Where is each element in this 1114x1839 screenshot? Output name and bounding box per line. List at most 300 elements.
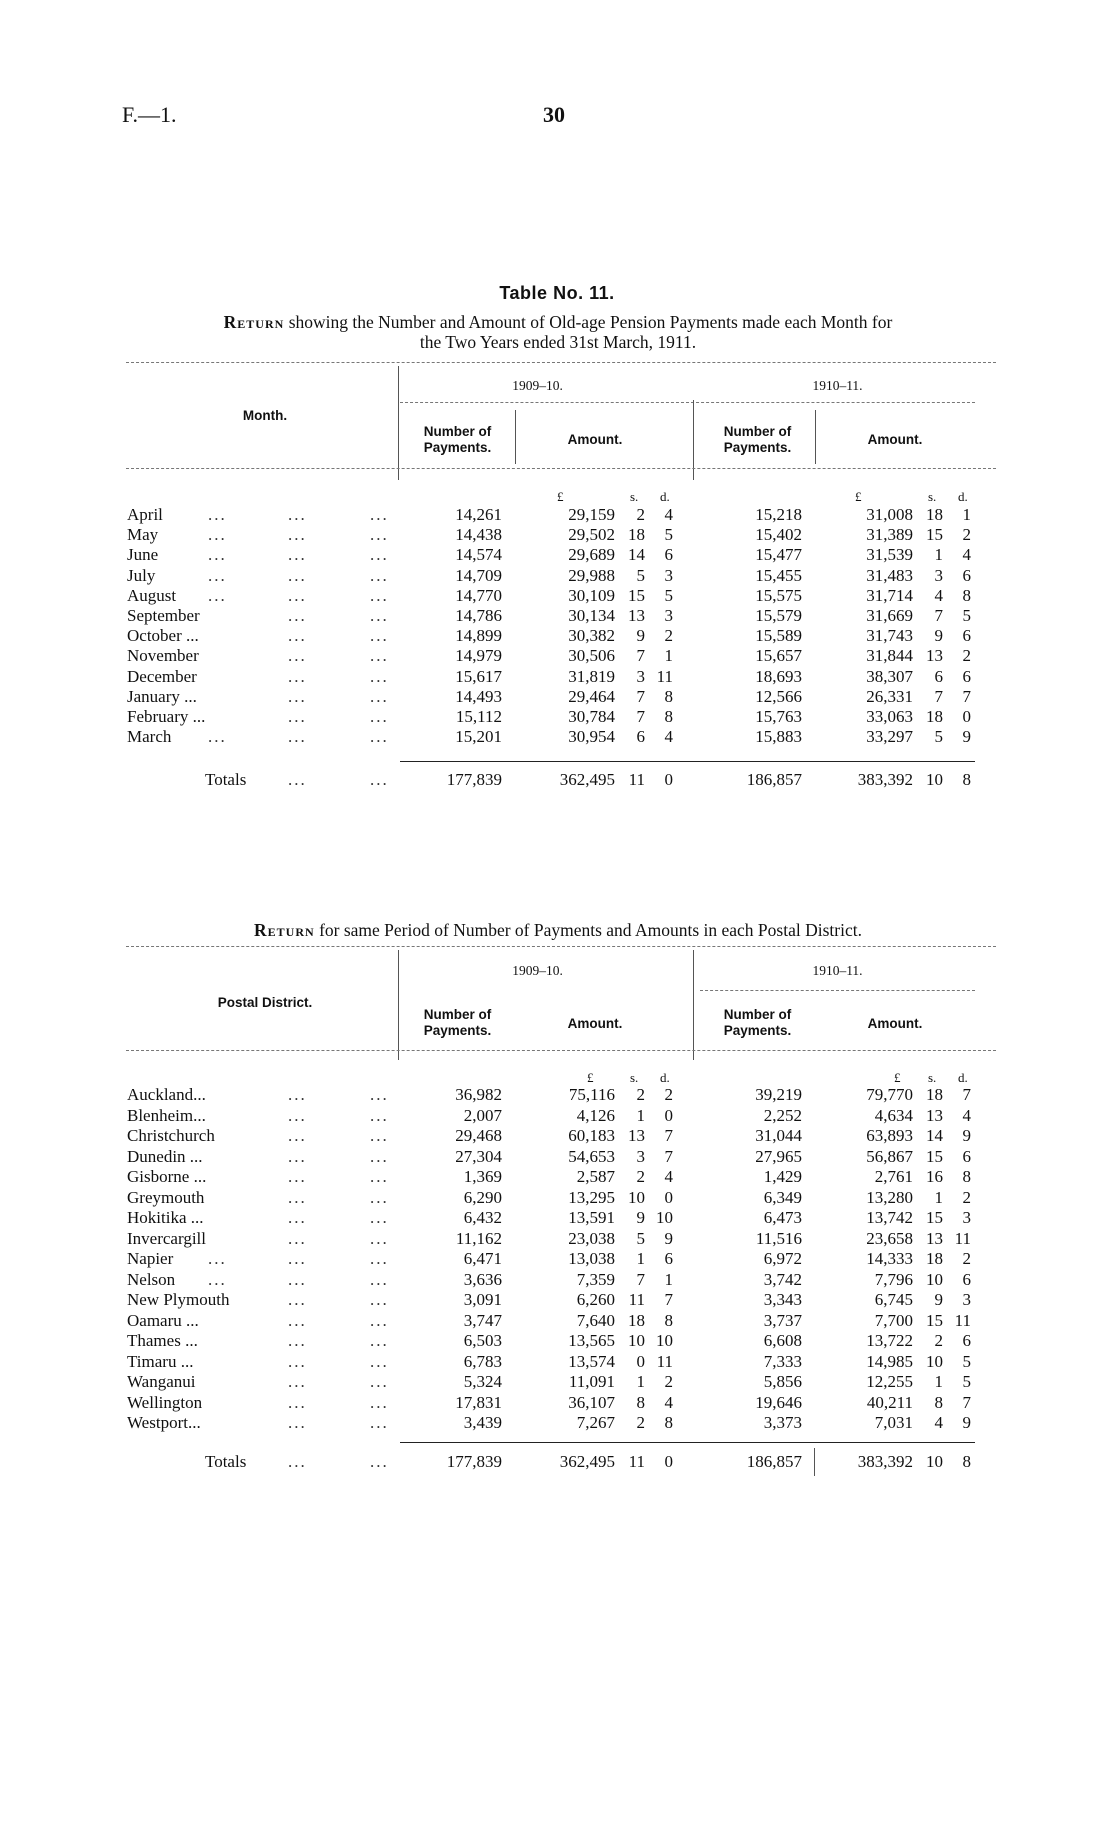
cell-n2: 2,252	[763, 1105, 802, 1125]
cell-p2: 7	[962, 1392, 971, 1412]
cell-s1: 2	[636, 505, 645, 524]
total-s2: 10	[926, 1452, 943, 1471]
cell-n1: 1,369	[463, 1167, 502, 1186]
cell-p1: 7	[664, 1290, 673, 1309]
cell-l2: 4,634	[874, 1105, 913, 1125]
cell-label: Napier	[127, 1249, 174, 1268]
cell-d2: ...	[288, 1372, 307, 1391]
cell-p2: 6	[962, 1269, 971, 1289]
unit-pound: £	[855, 489, 862, 504]
unit-shilling: s.	[928, 489, 937, 504]
cell-s2: 18	[926, 1249, 943, 1268]
cell-s1: 14	[628, 545, 645, 565]
cell-d3: ...	[370, 686, 389, 706]
cell-d3: ...	[370, 606, 389, 625]
cell-label: January ...	[127, 686, 197, 706]
cell-d2: ...	[288, 1105, 307, 1125]
cell-l1: 30,954	[568, 727, 615, 747]
cell-l1: 7,359	[576, 1269, 615, 1289]
cell-d3: ...	[370, 1167, 389, 1186]
cell-n2: 5,856	[763, 1372, 802, 1391]
cell-l1: 54,653	[568, 1146, 615, 1166]
total-label: Totals	[205, 1452, 247, 1471]
cell-l1: 30,109	[568, 585, 615, 605]
cell-n2: 15,402	[755, 525, 802, 545]
cell-s2: 4	[934, 585, 943, 605]
cell-n2: 15,575	[755, 585, 802, 605]
cell-n1: 6,290	[463, 1187, 502, 1207]
cell-l2: 7,700	[874, 1310, 913, 1330]
cell-n2: 6,608	[763, 1331, 802, 1350]
table-row	[0, 646, 1114, 666]
cell-s2: 15	[926, 1310, 943, 1330]
cell-p1: 7	[664, 1126, 673, 1145]
cell-d3: ...	[370, 1372, 389, 1391]
cell-l2: 31,743	[866, 626, 913, 646]
cell-p2: 7	[962, 1085, 971, 1104]
table-row	[0, 667, 1114, 687]
cell-s1: 7	[636, 707, 645, 726]
cell-n1: 14,438	[455, 525, 502, 545]
table-row	[0, 1372, 1114, 1392]
cell-p2: 2	[962, 1187, 971, 1207]
cell-s2: 13	[926, 1105, 943, 1125]
cell-l1: 36,107	[568, 1392, 615, 1412]
cell-l1: 7,640	[576, 1310, 615, 1330]
cell-p1: 9	[664, 1228, 673, 1248]
cell-d2: ...	[288, 606, 307, 625]
cell-s2: 3	[934, 565, 943, 585]
cell-s2: 13	[926, 646, 943, 666]
cell-p1: 8	[664, 707, 673, 726]
cell-s2: 5	[934, 727, 943, 747]
cell-l1: 30,134	[568, 606, 615, 625]
table-row	[0, 727, 1114, 747]
total-l1: 362,495	[559, 1452, 615, 1471]
cell-n1: 15,201	[455, 727, 502, 747]
table-row	[0, 626, 1114, 646]
cell-d2: ...	[288, 727, 307, 747]
cell-n1: 15,617	[455, 666, 502, 686]
cell-p1: 0	[664, 1105, 673, 1125]
cell-p1: 7	[664, 1146, 673, 1166]
cell-n1: 14,786	[455, 606, 502, 625]
cell-n1: 3,091	[463, 1290, 502, 1309]
cell-d1: ...	[208, 1249, 227, 1268]
cell-n1: 14,261	[455, 505, 502, 524]
cell-d2: ...	[288, 1167, 307, 1186]
cell-s1: 10	[628, 1331, 645, 1350]
cell-s2: 9	[934, 1290, 943, 1309]
cell-p2: 3	[962, 1290, 971, 1309]
cell-l2: 33,063	[866, 707, 913, 726]
cell-p1: 1	[664, 1269, 673, 1289]
totals-row	[0, 770, 1114, 790]
cell-l1: 23,038	[568, 1228, 615, 1248]
total-n1: 177,839	[446, 770, 502, 789]
cell-p2: 6	[962, 666, 971, 686]
cell-s2: 14	[926, 1126, 943, 1145]
cell-s1: 7	[636, 686, 645, 706]
cell-n2: 15,477	[755, 545, 802, 565]
cell-d3: ...	[370, 1085, 389, 1104]
cell-s2: 18	[926, 505, 943, 524]
table-row	[0, 1311, 1114, 1331]
cell-l1: 30,506	[568, 646, 615, 666]
table2-year-1909: 1909–10.	[512, 963, 563, 978]
cell-n2: 15,455	[755, 565, 802, 585]
table-row	[0, 1188, 1114, 1208]
cell-p2: 9	[962, 727, 971, 747]
cell-d2: ...	[288, 585, 307, 605]
cell-s2: 8	[934, 1392, 943, 1412]
cell-n1: 11,162	[455, 1228, 502, 1248]
total-p2: 8	[962, 1452, 971, 1471]
cell-n1: 6,783	[463, 1351, 502, 1371]
table-row	[0, 505, 1114, 525]
cell-p1: 11	[656, 666, 673, 686]
cell-s2: 15	[926, 1146, 943, 1166]
cell-d3: ...	[370, 525, 389, 545]
total-p1: 0	[664, 770, 673, 789]
cell-p2: 6	[962, 626, 971, 646]
cell-s1: 13	[628, 1126, 645, 1145]
table-row	[0, 525, 1114, 545]
cell-l2: 31,008	[866, 505, 913, 524]
cell-p2: 8	[962, 585, 971, 605]
cell-p1: 10	[656, 1331, 673, 1350]
cell-l1: 13,574	[568, 1351, 615, 1371]
cell-s2: 7	[934, 606, 943, 625]
cell-p2: 7	[962, 686, 971, 706]
cell-n2: 15,763	[755, 707, 802, 726]
unit-shilling: s.	[630, 1070, 639, 1085]
cell-l2: 2,761	[874, 1167, 913, 1186]
cell-n2: 1,429	[763, 1167, 802, 1186]
cell-d3: ...	[370, 1290, 389, 1309]
cell-n1: 3,439	[463, 1413, 502, 1432]
cell-p1: 4	[664, 1167, 673, 1186]
cell-n2: 18,693	[755, 666, 802, 686]
cell-s2: 15	[926, 1208, 943, 1227]
cell-p2: 2	[962, 525, 971, 545]
cell-d3: ...	[370, 585, 389, 605]
cell-p1: 6	[664, 1249, 673, 1268]
cell-s1: 0	[636, 1351, 645, 1371]
total-s1: 11	[628, 1452, 645, 1471]
cell-label: September	[127, 606, 200, 625]
cell-n2: 3,742	[763, 1269, 802, 1289]
cell-d3: ...	[370, 1351, 389, 1371]
cell-l2: 6,745	[874, 1290, 913, 1309]
cell-d1: ...	[208, 1269, 227, 1289]
unit-pound: £	[587, 1070, 594, 1085]
cell-s2: 1	[934, 1372, 943, 1391]
table-row	[0, 1352, 1114, 1372]
cell-s1: 1	[636, 1249, 645, 1268]
cell-n1: 27,304	[455, 1146, 502, 1166]
cell-s2: 2	[934, 1331, 943, 1350]
cell-l2: 7,796	[874, 1269, 913, 1289]
cell-l2: 23,658	[866, 1228, 913, 1248]
cell-n2: 3,737	[763, 1310, 802, 1330]
cell-label: Blenheim...	[127, 1105, 206, 1125]
cell-l1: 75,116	[568, 1085, 615, 1104]
cell-d2: ...	[288, 707, 307, 726]
cell-s2: 10	[926, 1351, 943, 1371]
cell-s1: 2	[636, 1085, 645, 1104]
cell-s2: 18	[926, 707, 943, 726]
cell-p2: 11	[954, 1310, 971, 1330]
total-n1: 177,839	[446, 1452, 502, 1471]
cell-n2: 15,579	[755, 606, 802, 625]
cell-d3: ...	[370, 1208, 389, 1227]
total-p1: 0	[664, 1452, 673, 1471]
cell-n2: 12,566	[755, 686, 802, 706]
cell-s2: 15	[926, 525, 943, 545]
cell-l2: 12,255	[866, 1372, 913, 1391]
table2-num-header-2: Number of Payments.	[723, 1007, 792, 1038]
cell-d2: ...	[288, 525, 307, 545]
table-row	[0, 566, 1114, 586]
table-row	[0, 545, 1114, 565]
unit-pence: d.	[660, 1070, 670, 1085]
total-l1: 362,495	[559, 770, 615, 789]
cell-label: Timaru ...	[127, 1351, 194, 1371]
cell-p1: 6	[664, 545, 673, 565]
table-row	[0, 1413, 1114, 1433]
cell-label: February ...	[127, 707, 206, 726]
cell-n2: 3,343	[763, 1290, 802, 1309]
cell-label: June	[127, 545, 159, 565]
cell-l2: 13,722	[866, 1331, 913, 1350]
cell-p2: 6	[962, 565, 971, 585]
unit-pence: d.	[958, 489, 968, 504]
cell-p1: 1	[664, 646, 673, 666]
cell-label: March	[127, 727, 172, 747]
cell-label: August	[127, 585, 177, 605]
cell-p1: 4	[664, 1392, 673, 1412]
cell-n2: 31,044	[755, 1126, 802, 1145]
cell-label: Wanganui	[127, 1372, 196, 1391]
cell-n2: 15,883	[755, 727, 802, 747]
table-row	[0, 1290, 1114, 1310]
cell-label: Dunedin ...	[127, 1146, 203, 1166]
cell-l1: 31,819	[568, 666, 615, 686]
total-d3: ...	[370, 1452, 389, 1471]
cell-n2: 7,333	[763, 1351, 802, 1371]
cell-d2: ...	[288, 565, 307, 585]
cell-l2: 31,539	[866, 545, 913, 565]
cell-n2: 15,218	[755, 505, 802, 524]
cell-l2: 38,307	[866, 666, 913, 686]
cell-n1: 14,709	[455, 565, 502, 585]
cell-l1: 29,159	[568, 505, 615, 524]
table-row	[0, 687, 1114, 707]
cell-d2: ...	[288, 666, 307, 686]
cell-s1: 3	[636, 666, 645, 686]
table2-num-header-1: Number of Payments.	[423, 1007, 492, 1038]
cell-l2: 31,669	[866, 606, 913, 625]
cell-d2: ...	[288, 1228, 307, 1248]
cell-d2: ...	[288, 1208, 307, 1227]
cell-d2: ...	[288, 1269, 307, 1289]
cell-n1: 29,468	[455, 1126, 502, 1145]
cell-label: December	[127, 666, 197, 686]
cell-label: Wellington	[127, 1392, 203, 1412]
cell-s1: 10	[628, 1187, 645, 1207]
cell-l2: 31,844	[866, 646, 913, 666]
cell-p2: 8	[962, 1167, 971, 1186]
cell-label: Hokitika ...	[127, 1208, 204, 1227]
page-number: 30	[543, 102, 565, 127]
total-d2: ...	[288, 1452, 307, 1471]
page-code: F.—1.	[122, 102, 177, 127]
table-row	[0, 586, 1114, 606]
table-row	[0, 1331, 1114, 1351]
cell-s1: 5	[636, 565, 645, 585]
cell-p2: 4	[962, 1105, 971, 1125]
cell-d2: ...	[288, 626, 307, 646]
unit-shilling: s.	[928, 1070, 937, 1085]
cell-l1: 4,126	[576, 1105, 615, 1125]
cell-d3: ...	[370, 666, 389, 686]
cell-l2: 7,031	[874, 1413, 913, 1432]
cell-label: May	[127, 525, 159, 545]
table1-year-1910: 1910–11.	[812, 378, 863, 393]
cell-d3: ...	[370, 1249, 389, 1268]
cell-l2: 26,331	[866, 686, 913, 706]
cell-s2: 6	[934, 666, 943, 686]
cell-label: Westport...	[127, 1413, 201, 1432]
cell-d3: ...	[370, 1392, 389, 1412]
unit-pound: £	[894, 1070, 901, 1085]
total-s1: 11	[628, 770, 645, 789]
cell-l1: 60,183	[568, 1126, 615, 1145]
table1-num-header-2: Number of Payments.	[723, 424, 792, 455]
total-l2: 383,392	[857, 1452, 913, 1471]
cell-p2: 5	[962, 1372, 971, 1391]
cell-p2: 6	[962, 1331, 971, 1350]
cell-p2: 9	[962, 1126, 971, 1145]
table-row	[0, 707, 1114, 727]
cell-p1: 4	[664, 505, 673, 524]
cell-d3: ...	[370, 1228, 389, 1248]
cell-p2: 4	[962, 545, 971, 565]
cell-d1: ...	[208, 545, 227, 565]
cell-n1: 17,831	[455, 1392, 502, 1412]
cell-n1: 14,493	[455, 686, 502, 706]
cell-s1: 8	[636, 1392, 645, 1412]
cell-d3: ...	[370, 1146, 389, 1166]
cell-s1: 15	[628, 585, 645, 605]
cell-l2: 79,770	[866, 1085, 913, 1104]
cell-p1: 2	[664, 626, 673, 646]
table1-amt-header-2: Amount.	[867, 432, 923, 447]
cell-p1: 10	[656, 1208, 673, 1227]
cell-n2: 39,219	[755, 1085, 802, 1104]
cell-p1: 5	[664, 585, 673, 605]
total-d3: ...	[370, 770, 389, 789]
cell-s1: 11	[628, 1290, 645, 1309]
cell-l2: 40,211	[866, 1392, 913, 1412]
total-p2: 8	[962, 770, 971, 789]
table1-amt-header-1: Amount.	[567, 432, 623, 447]
cell-p2: 9	[962, 1413, 971, 1432]
cell-s1: 9	[636, 1208, 645, 1227]
table-row	[0, 1147, 1114, 1167]
cell-n1: 3,747	[463, 1310, 502, 1330]
table-row	[0, 1270, 1114, 1290]
cell-n2: 15,657	[755, 646, 802, 666]
cell-d3: ...	[370, 1331, 389, 1350]
cell-label: Thames ...	[127, 1331, 198, 1350]
table-row	[0, 1393, 1114, 1413]
cell-n1: 3,636	[463, 1269, 502, 1289]
cell-d2: ...	[288, 545, 307, 565]
cell-s1: 13	[628, 606, 645, 625]
cell-n2: 15,589	[755, 626, 802, 646]
cell-l1: 13,295	[568, 1187, 615, 1207]
cell-n1: 14,770	[455, 585, 502, 605]
cell-d2: ...	[288, 1187, 307, 1207]
cell-s1: 7	[636, 646, 645, 666]
cell-l2: 13,742	[866, 1208, 913, 1227]
unit-shilling: s.	[630, 489, 639, 504]
cell-s1: 7	[636, 1269, 645, 1289]
cell-s1: 18	[628, 1310, 645, 1330]
cell-n1: 14,574	[455, 545, 502, 565]
cell-d3: ...	[370, 727, 389, 747]
cell-n2: 11,516	[755, 1228, 802, 1248]
cell-l1: 2,587	[576, 1167, 615, 1186]
cell-d3: ...	[370, 1413, 389, 1432]
cell-l1: 13,565	[568, 1331, 615, 1350]
total-l2: 383,392	[857, 770, 913, 789]
cell-n1: 5,324	[463, 1372, 502, 1391]
cell-d2: ...	[288, 1146, 307, 1166]
cell-d2: ...	[288, 1351, 307, 1371]
cell-label: Invercargill	[127, 1228, 206, 1248]
cell-n1: 15,112	[455, 707, 502, 726]
cell-p1: 8	[664, 686, 673, 706]
cell-d1: ...	[208, 565, 227, 585]
cell-d1: ...	[208, 727, 227, 747]
cell-p1: 5	[664, 525, 673, 545]
table2-district-header: Postal District.	[217, 995, 313, 1010]
cell-n1: 14,899	[455, 626, 502, 646]
table2-year-1910: 1910–11.	[812, 963, 863, 978]
cell-p1: 2	[664, 1085, 673, 1104]
cell-p2: 0	[962, 707, 971, 726]
cell-l1: 13,038	[568, 1249, 615, 1268]
cell-p1: 3	[664, 565, 673, 585]
cell-label: Christchurch	[127, 1126, 215, 1145]
cell-d3: ...	[370, 545, 389, 565]
cell-s2: 7	[934, 686, 943, 706]
totals-row	[0, 1452, 1114, 1472]
cell-label: October ...	[127, 626, 199, 646]
table-row	[0, 1229, 1114, 1249]
table2-amt-header-2: Amount.	[867, 1016, 923, 1031]
total-label: Totals	[205, 770, 247, 789]
cell-d1: ...	[208, 585, 227, 605]
cell-d2: ...	[288, 1331, 307, 1350]
cell-n2: 6,349	[763, 1187, 802, 1207]
cell-l2: 31,714	[866, 585, 913, 605]
table1-num-header-1: Number of Payments.	[423, 424, 492, 455]
cell-l1: 7,267	[576, 1413, 615, 1432]
